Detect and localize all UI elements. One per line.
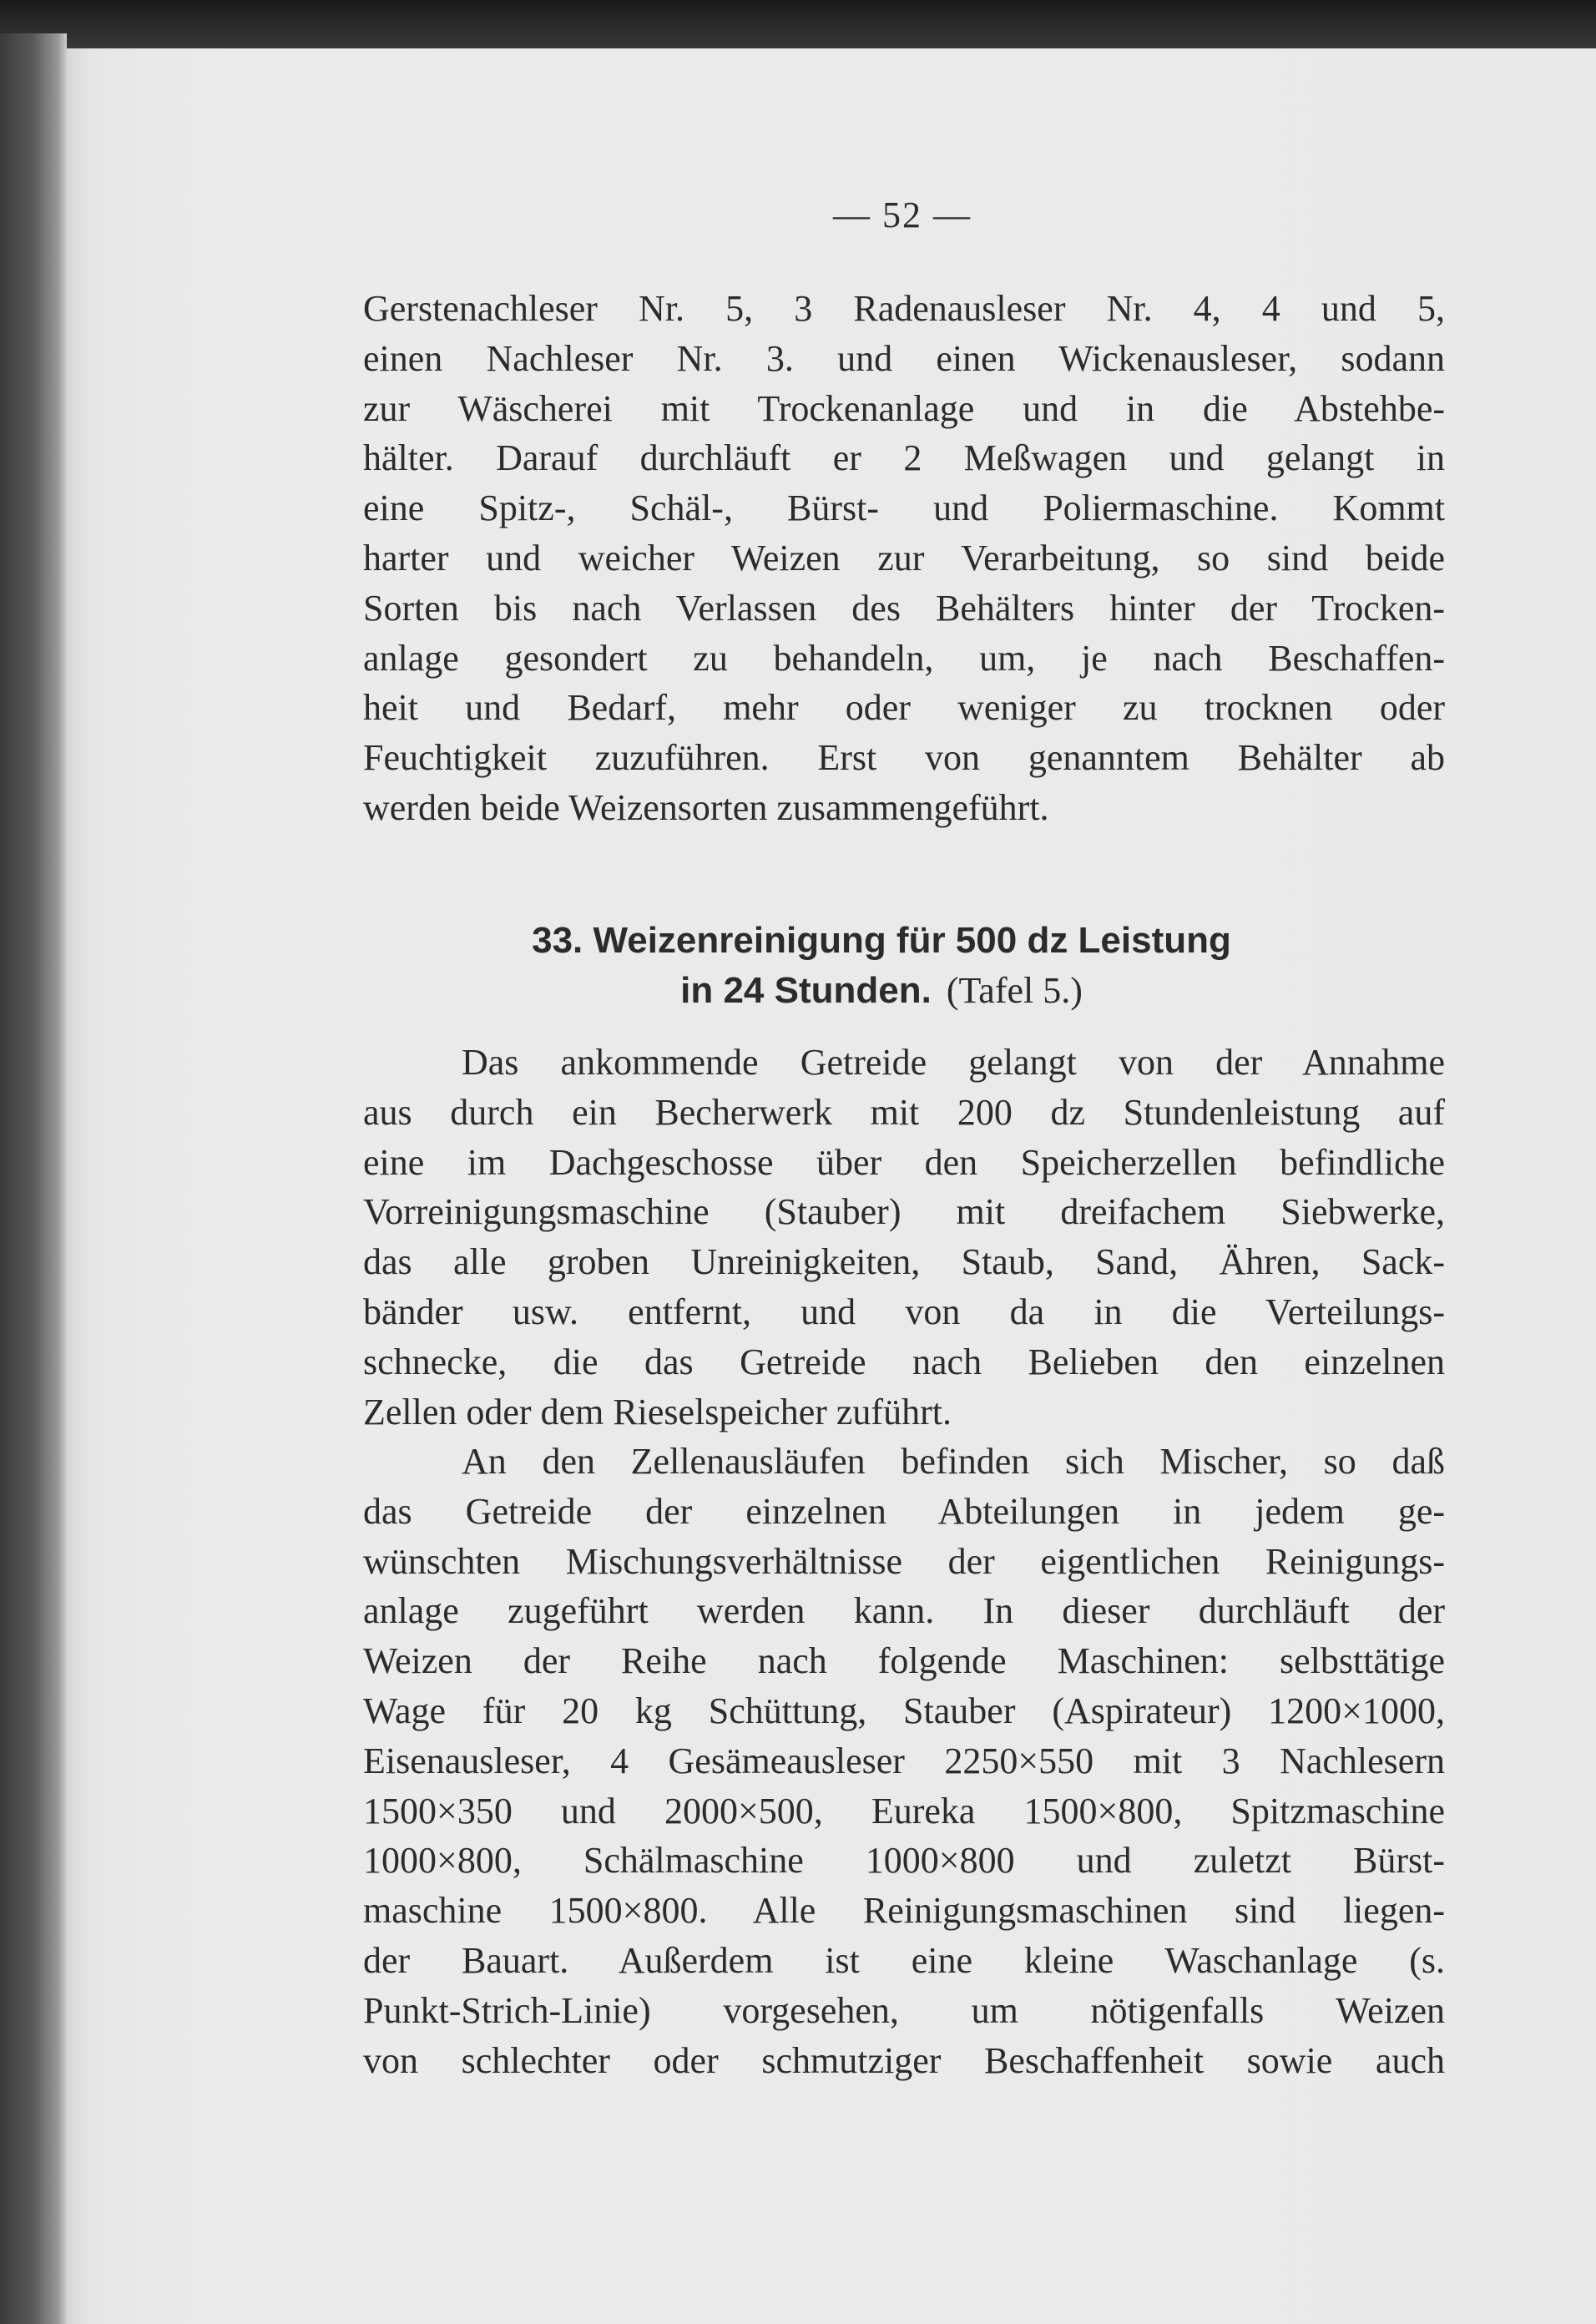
- text-line: schnecke, die das Getreide nach Belieben den einzelnen: [363, 1341, 1445, 1382]
- text-line: bänder usw. entfernt, und von da in die Verteilungs-: [363, 1291, 1445, 1332]
- text-line: hälter. Darauf durchläuft er 2 Meßwagen und gelangt in: [363, 437, 1445, 479]
- text-line: Wage für 20 kg Schüttung, Stauber (Aspirateur) 1200×1000,: [363, 1690, 1445, 1731]
- text-line: das Getreide der einzelnen Abteilungen in jedem ge-: [363, 1490, 1445, 1532]
- page-number: — 52 —: [833, 195, 972, 235]
- text-line: zur Wäscherei mit Trockenanlage und in die Abstehbe-: [363, 387, 1445, 429]
- text-line: Das ankommende Getreide gelangt von der Annahme: [462, 1042, 1445, 1083]
- text-line: Zellen oder dem Rieselspeicher zuführt.: [363, 1391, 952, 1432]
- text-line: eine Spitz-, Schäl-, Bürst- und Poliermaschine. Kommt: [363, 488, 1445, 529]
- text-line: aus durch ein Becherwerk mit 200 dz Stundenleistung auf: [363, 1091, 1445, 1133]
- text-line: das alle groben Unreinigkeiten, Staub, Sand, Ähren, Sack-: [363, 1241, 1445, 1283]
- text-line: eine im Dachgeschosse über den Speicherzellen befindliche: [363, 1141, 1445, 1183]
- text-line: von schlechter oder schmutziger Beschaffenheit sowie auch: [363, 2039, 1445, 2081]
- text-line: heit und Bedarf, mehr oder weniger zu trocknen oder: [363, 687, 1445, 729]
- text-line: Sorten bis nach Verlassen des Behälters hinter der Trocken-: [363, 587, 1445, 629]
- text-line: harter und weicher Weizen zur Verarbeitung, so sind beide: [363, 538, 1445, 578]
- text-line: werden beide Weizensorten zusammengeführt.: [363, 787, 1049, 828]
- text-line: Eisenausleser, 4 Gesämeausleser 2250×550 mit 3 Nachlesern: [363, 1740, 1445, 1781]
- text-line: Weizen der Reihe nach folgende Maschinen: selbsttätige: [363, 1640, 1445, 1682]
- text-line: Vorreinigungsmaschine (Stauber) mit dreifachem Siebwerke,: [363, 1191, 1445, 1233]
- text-line: einen Nachleser Nr. 3. und einen Wickenausleser, sodann: [363, 337, 1445, 379]
- section-heading-line-1: 33. Weizenreinigung für 500 dz Leistung: [532, 920, 1231, 961]
- text-line: Gerstenachleser Nr. 5, 3 Radenausleser Nr. 4, 4 und 5,: [363, 288, 1445, 329]
- text-line: Feuchtigkeit zuzuführen. Erst von genanntem Behälter ab: [363, 737, 1445, 779]
- text-line: anlage gesondert zu behandeln, um, je nach Beschaffen-: [363, 637, 1445, 679]
- text-line: der Bauart. Außerdem ist eine kleine Waschanlage (s.: [363, 1940, 1445, 1981]
- text-line: An den Zellenausläufen befinden sich Mischer, so daß: [462, 1441, 1445, 1482]
- heading-title-part: in 24 Stunden.: [680, 970, 932, 1011]
- text-line: wünschten Mischungsverhältnisse der eigentlichen Reinigungs-: [363, 1540, 1445, 1582]
- section-heading-line-2: [0, 966, 1596, 1016]
- scan-top-border: [0, 0, 1596, 52]
- text-line: maschine 1500×800. Alle Reinigungsmaschinen sind liegen-: [363, 1890, 1445, 1932]
- text-line: Punkt-Strich-Linie) vorgesehen, um nötigenfalls Weizen: [363, 1989, 1445, 2031]
- text-line: 1000×800, Schälmaschine 1000×800 und zuletzt Bürst-: [363, 1840, 1445, 1882]
- text-line: anlage zugeführt werden kann. In dieser durchläuft der: [363, 1590, 1445, 1632]
- scan-left-edge: [0, 33, 67, 2324]
- plate-reference: (Tafel 5.): [946, 970, 1083, 1011]
- text-line: 1500×350 und 2000×500, Eureka 1500×800, Spitzmaschine: [363, 1790, 1445, 1831]
